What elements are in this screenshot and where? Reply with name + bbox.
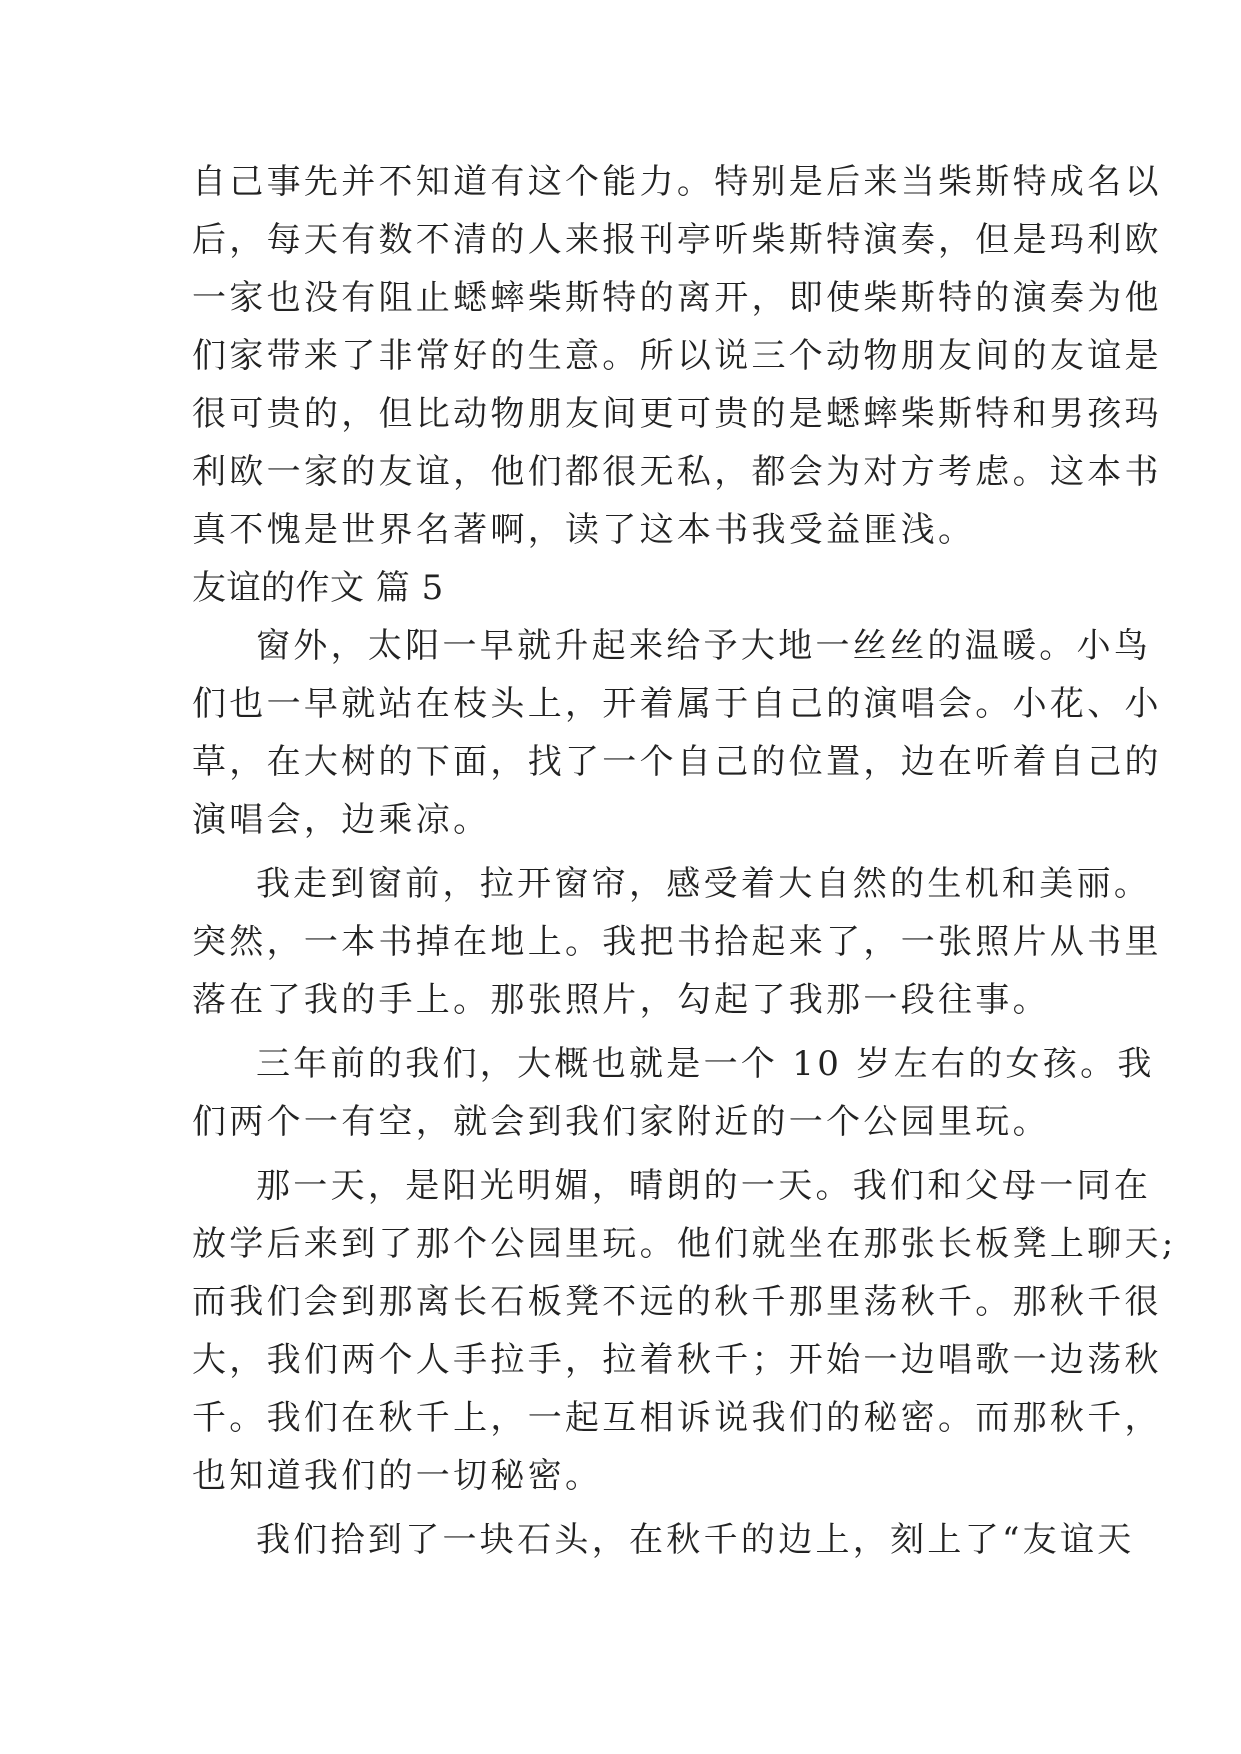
text-line: 后，每天有数不清的人来报刊亭听柴斯特演奏，但是玛利欧 bbox=[192, 220, 1162, 260]
text-line: 自己事先并不知道有这个能力。特别是后来当柴斯特成名以 bbox=[192, 162, 1162, 202]
paragraph-first-line: 三年前的我们，大概也就是一个 10 岁左右的女孩。我 bbox=[256, 1044, 1155, 1084]
text-line: 而我们会到那离长石板凳不远的秋千那里荡秋千。那秋千很 bbox=[192, 1282, 1162, 1322]
text-line: 放学后来到了那个公园里玩。他们就坐在那张长板凳上聊天; bbox=[192, 1224, 1177, 1264]
paragraph-first-line: 窗外，太阳一早就升起来给予大地一丝丝的温暖。小鸟 bbox=[256, 626, 1152, 666]
paragraph-first-line: 那一天，是阳光明媚，晴朗的一天。我们和父母一同在 bbox=[256, 1166, 1152, 1206]
text-line: 演唱会，边乘凉。 bbox=[192, 800, 491, 840]
paragraph-first-line: 我们拾到了一块石头，在秋千的边上，刻上了“友谊天 bbox=[256, 1520, 1135, 1560]
text-line: 草，在大树的下面，找了一个自己的位置，边在听着自己的 bbox=[192, 742, 1162, 782]
text-line: 千。我们在秋千上，一起互相诉说我们的秘密。而那秋千， bbox=[192, 1398, 1162, 1438]
section-heading: 友谊的作文 篇 5 bbox=[192, 568, 444, 608]
text-line: 们也一早就站在枝头上，开着属于自己的演唱会。小花、小 bbox=[192, 684, 1162, 724]
text-line: 大，我们两个人手拉手，拉着秋千；开始一边唱歌一边荡秋 bbox=[192, 1340, 1162, 1380]
text-line: 利欧一家的友谊，他们都很无私，都会为对方考虑。这本书 bbox=[192, 452, 1162, 492]
text-line: 也知道我们的一切秘密。 bbox=[192, 1456, 603, 1496]
text-line: 真不愧是世界名著啊，读了这本书我受益匪浅。 bbox=[192, 510, 976, 550]
text-line: 突然，一本书掉在地上。我把书拾起来了，一张照片从书里 bbox=[192, 922, 1162, 962]
text-line: 们家带来了非常好的生意。所以说三个动物朋友间的友谊是 bbox=[192, 336, 1162, 376]
text-line: 们两个一有空，就会到我们家附近的一个公园里玩。 bbox=[192, 1102, 1050, 1142]
text-line: 很可贵的，但比动物朋友间更可贵的是蟋蟀柴斯特和男孩玛 bbox=[192, 394, 1162, 434]
text-line: 落在了我的手上。那张照片，勾起了我那一段往事。 bbox=[192, 980, 1050, 1020]
paragraph-first-line: 我走到窗前，拉开窗帘，感受着大自然的生机和美丽。 bbox=[256, 864, 1152, 904]
text-line: 一家也没有阻止蟋蟀柴斯特的离开，即使柴斯特的演奏为他 bbox=[192, 278, 1162, 318]
